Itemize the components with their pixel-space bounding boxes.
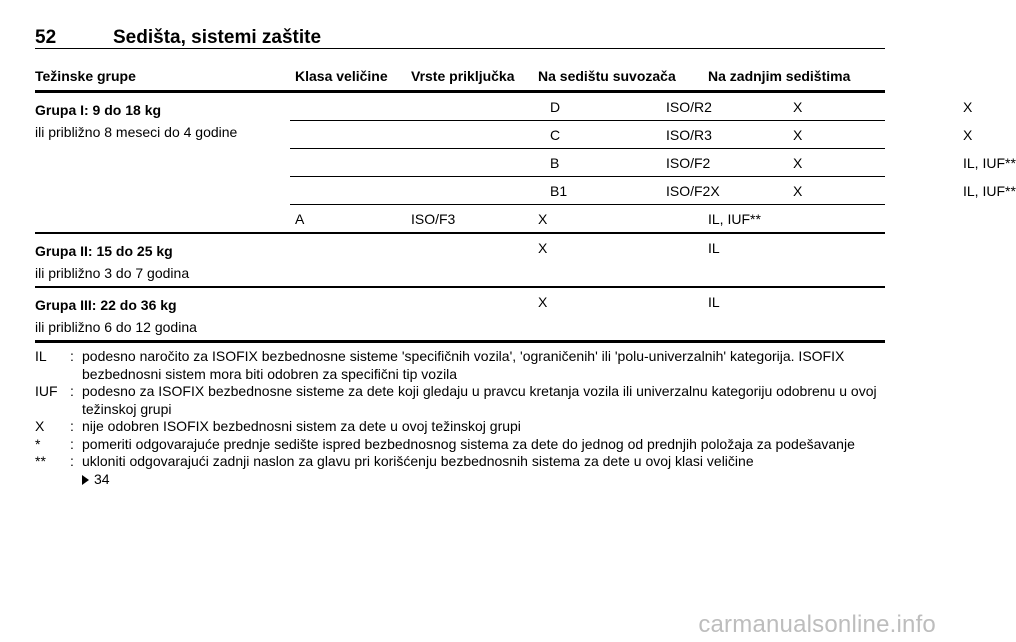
- table-row: [290, 93, 973, 121]
- rear-seats-cell: IL, IUF**: [708, 211, 761, 227]
- column-header-fixture: Vrste priključka: [411, 68, 515, 84]
- rear-seats-cell: IL: [708, 240, 720, 256]
- legend-text: pomeriti odgovarajuće prednje sedište ispred bezbednosnog sistema za dete do jednog od prednjih položaja za podešavanje: [82, 435, 855, 452]
- passenger-seat-cell: X: [538, 240, 548, 256]
- legend-colon: :: [70, 418, 74, 434]
- page-reference-icon: [82, 475, 89, 485]
- table-row: [290, 149, 1016, 177]
- legend-key: *: [35, 435, 41, 452]
- legend-text: podesno za ISOFIX bezbednosne sisteme za dete koji gledaju u pravcu kretanja vozila ili univerzalnu kategoriju odobrenu u ovoj težinskoj grupi: [82, 383, 877, 417]
- column-header-rear-seats: Na zadnjim sedištima: [708, 68, 851, 84]
- column-header-passenger-seat: Na sedištu suvozača: [538, 68, 676, 84]
- legend-key: IL: [35, 348, 47, 364]
- size-class-cell: A: [295, 211, 305, 227]
- legend-item: [35, 453, 885, 488]
- rear-seats-cell: IL, IUF**: [963, 155, 1016, 171]
- table-row: [35, 288, 885, 315]
- legend-key: **: [35, 453, 46, 469]
- page-header: [35, 24, 885, 49]
- legend-colon: :: [70, 453, 74, 469]
- watermark: carmanualsonline.info: [698, 611, 936, 638]
- group-label: [35, 99, 290, 143]
- page-title: Sedišta, sistemi zaštite: [113, 27, 322, 48]
- size-class-cell: B1: [550, 183, 568, 199]
- weight-group-2: [35, 234, 885, 288]
- table-row: [290, 121, 973, 149]
- fixture-cell: ISO/F3: [411, 211, 456, 227]
- group-name: Grupa II: 15 do 25 kg: [35, 243, 173, 259]
- legend-text: nije odobren ISOFIX bezbednosni sistem za dete u ovoj težinskoj grupi: [82, 418, 521, 434]
- passenger-seat-cell: X: [793, 155, 803, 171]
- group-age: ili približno 3 do 7 godina: [35, 265, 190, 281]
- rear-seats-cell: X: [963, 99, 973, 115]
- fixture-cell: ISO/F2: [666, 155, 711, 171]
- size-class-cell: C: [550, 127, 561, 143]
- legend-item: [35, 348, 885, 383]
- group-age: ili približno 8 meseci do 4 godine: [35, 124, 238, 140]
- passenger-seat-cell: X: [793, 183, 803, 199]
- size-class-cell: B: [550, 155, 560, 171]
- size-class-cell: D: [550, 99, 561, 115]
- column-header-weight: Težinske grupe: [35, 68, 136, 84]
- legend-text: podesno naročito za ISOFIX bezbednosne sisteme 'specifičnih vozila', 'ograničenih' ili 'polu-univerzalnih' kategorija. ISOFIX bezbednosni sistem mora biti odobren za specifični tip vozila: [82, 348, 845, 382]
- legend-item: [35, 436, 885, 454]
- column-header-size-class: Klasa veličine: [295, 68, 388, 84]
- legend-colon: :: [70, 348, 74, 364]
- page-reference-link[interactable]: 34: [94, 470, 110, 487]
- passenger-seat-cell: X: [538, 294, 548, 310]
- group-age: ili približno 6 do 12 godina: [35, 319, 197, 335]
- table-header: [35, 64, 885, 93]
- legend-list: [35, 348, 885, 488]
- page-number: 52: [35, 27, 57, 48]
- group-name: Grupa I: 9 do 18 kg: [35, 102, 162, 118]
- rear-seats-cell: X: [963, 127, 973, 143]
- group-name: Grupa III: 22 do 36 kg: [35, 297, 177, 313]
- table-row: [290, 177, 1016, 205]
- passenger-seat-cell: X: [793, 127, 803, 143]
- isofix-table: [35, 64, 1016, 343]
- passenger-seat-cell: X: [793, 99, 803, 115]
- fixture-cell: ISO/R3: [666, 127, 712, 143]
- rear-seats-cell: IL: [708, 294, 720, 310]
- rear-seats-cell: IL, IUF**: [963, 183, 1016, 199]
- fixture-cell: ISO/R2: [666, 99, 712, 115]
- weight-group-1: [35, 93, 1016, 234]
- weight-group-3: [35, 288, 885, 343]
- legend-text: ukloniti odgovarajući zadnji naslon za glavu pri korišćenju bezbednosnih sistema za dete u ovoj klasi veličine: [82, 453, 754, 469]
- fixture-cell: ISO/F2X: [666, 183, 720, 199]
- legend-key: X: [35, 418, 45, 434]
- legend-item: [35, 383, 885, 418]
- legend-colon: :: [70, 383, 74, 399]
- legend-item: [35, 418, 885, 436]
- table-row: [35, 234, 885, 261]
- passenger-seat-cell: X: [538, 211, 548, 227]
- legend-text-block: [82, 453, 885, 488]
- legend-key: IUF: [35, 383, 58, 399]
- table-row: [35, 205, 885, 232]
- legend-colon: :: [70, 435, 74, 452]
